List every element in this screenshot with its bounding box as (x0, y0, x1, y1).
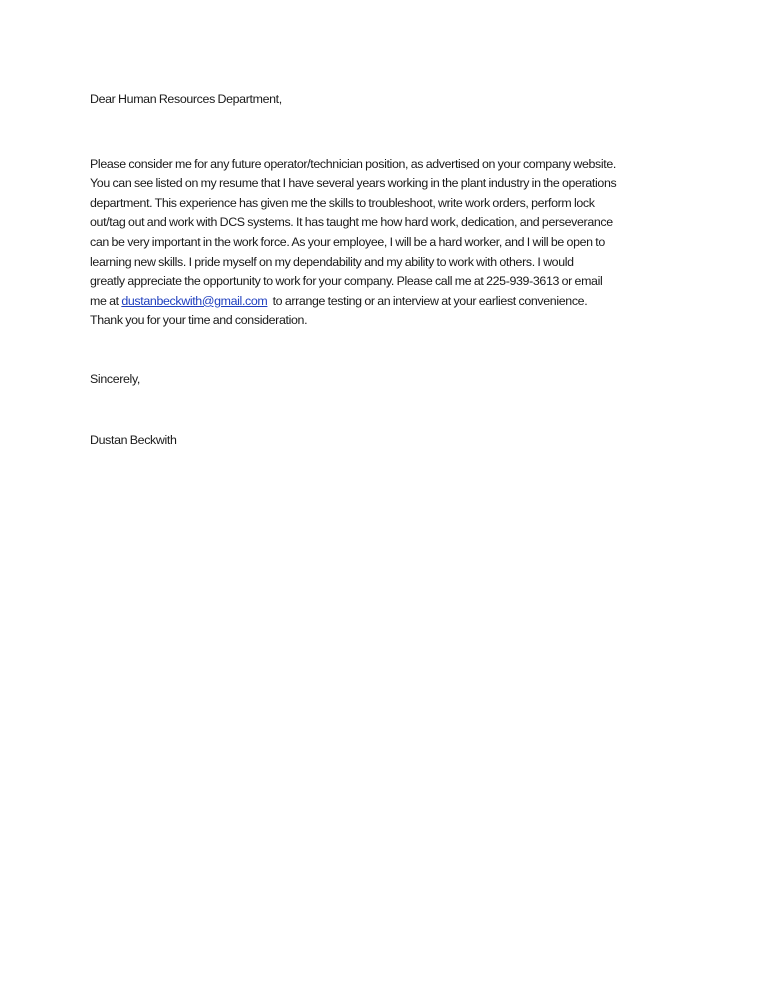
body-line: out/tag out and work with DCS systems. It has taught me how hard work, dedication, and perseverance (90, 215, 613, 230)
body-line-with-email (90, 292, 690, 312)
body-line: department. This experience has given me the skills to troubleshoot, write work orders, perform lock (90, 195, 595, 210)
body-line: greatly appreciate the opportunity to work for your company. Please call me at 225-939-3613 or email (90, 274, 603, 289)
body-line: learning new skills. I pride myself on my dependability and my ability to work with others. I would (90, 254, 574, 269)
letter-body (90, 155, 690, 331)
email-line-suffix: to arrange testing or an interview at your earliest convenience. (267, 293, 588, 308)
closing: Sincerely, (90, 371, 140, 386)
body-line: Please consider me for any future operator/technician position, as advertised on your company website. (90, 156, 617, 171)
body-line: can be very important in the work force. As your employee, I will be a hard worker, and I will be open to (90, 234, 605, 249)
salutation: Dear Human Resources Department, (90, 92, 282, 106)
cover-letter (90, 90, 690, 450)
body-line: You can see listed on my resume that I have several years working in the plant industry in the operations (90, 176, 617, 191)
body-line: Thank you for your time and consideration. (90, 313, 308, 328)
signature-name: Dustan Beckwith (90, 432, 177, 447)
email-link[interactable]: dustanbeckwith@gmail.com (121, 293, 268, 308)
email-line-prefix: me at (90, 293, 122, 308)
